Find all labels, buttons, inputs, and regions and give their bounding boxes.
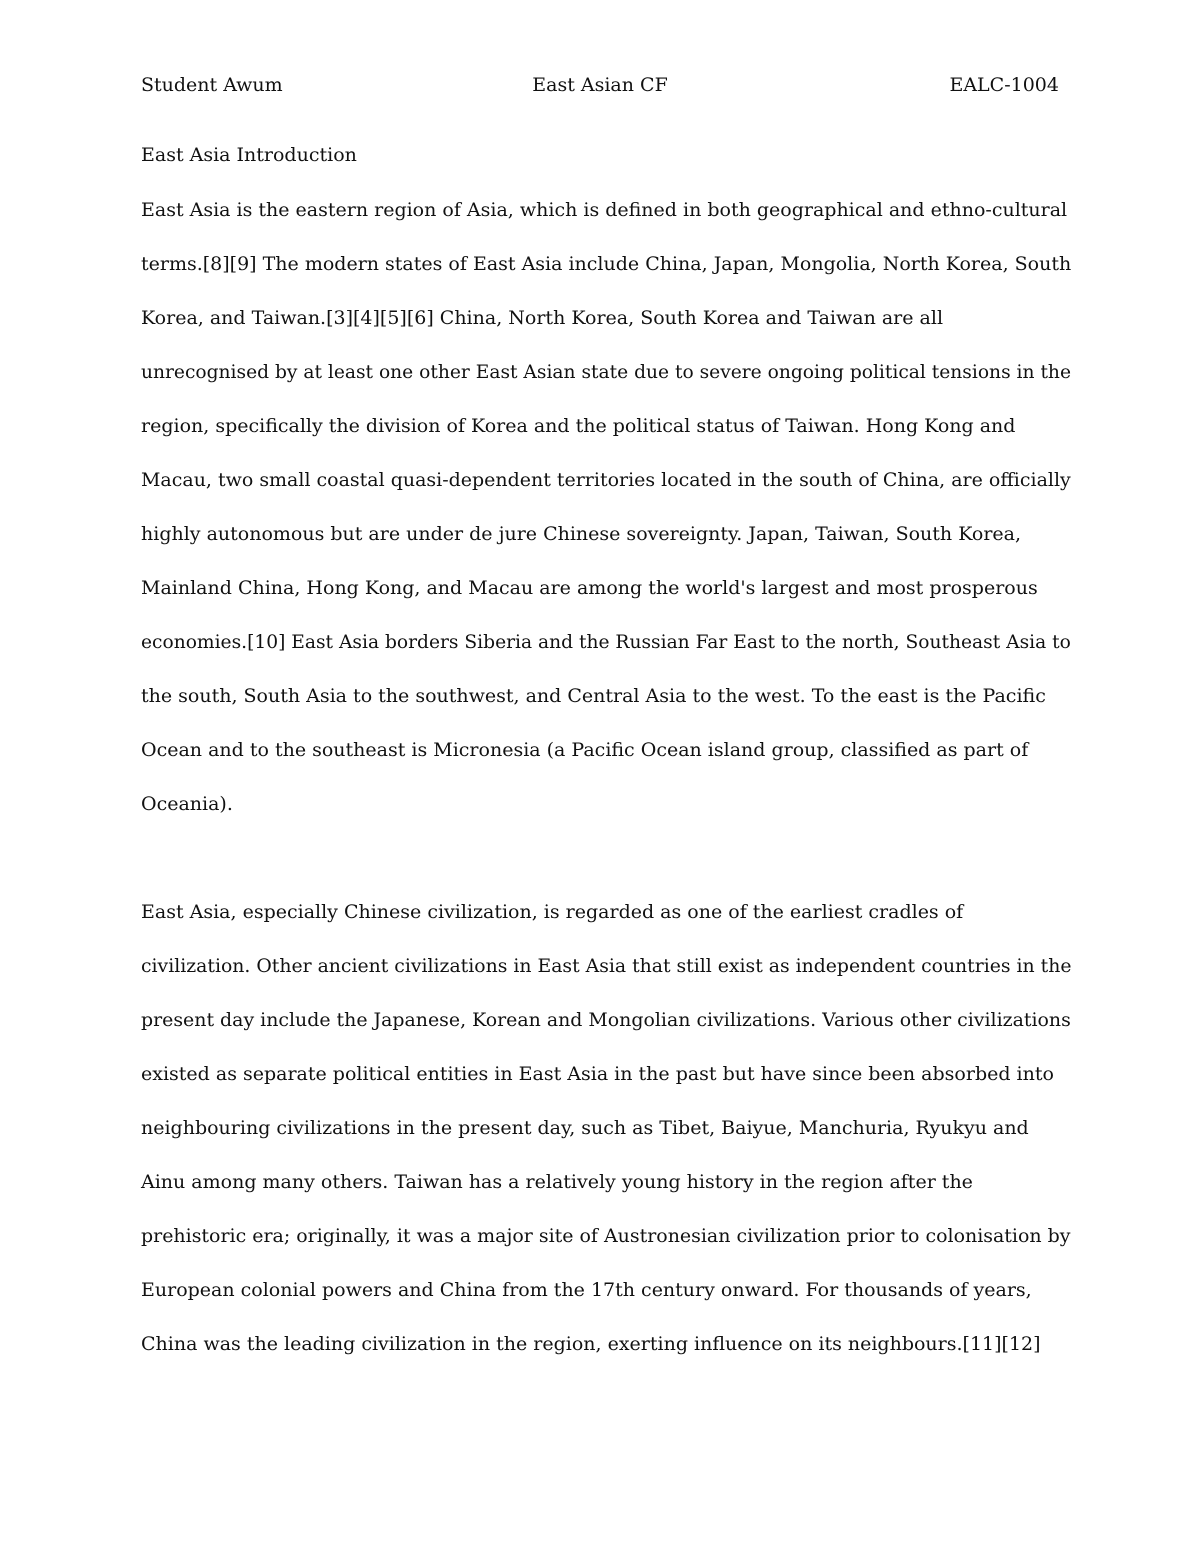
text-line: prehistoric era; originally, it was a major site of Austronesian civilization prior to colonisation by: [141, 1225, 1071, 1247]
text-line: Korea, and Taiwan.[3][4][5][6] China, North Korea, South Korea and Taiwan are all: [141, 307, 944, 329]
document-title: East Asia Introduction: [141, 144, 357, 166]
header-course-title: East Asian CF: [532, 74, 668, 96]
text-line: civilization. Other ancient civilizations in East Asia that still exist as independent countries in the: [141, 955, 1072, 977]
header-course-code: EALC-1004: [949, 74, 1059, 96]
text-line: East Asia is the eastern region of Asia, which is defined in both geographical and ethno-cultural: [141, 199, 1068, 221]
header-student-name: Student Awum: [141, 74, 283, 96]
text-line: economies.[10] East Asia borders Siberia and the Russian Far East to the north, Southeast Asia to: [141, 631, 1071, 653]
text-line: the south, South Asia to the southwest, and Central Asia to the west. To the east is the Pacific: [141, 685, 1046, 707]
text-line: Oceania).: [141, 793, 233, 815]
text-line: Ocean and to the southeast is Micronesia (a Pacific Ocean island group, classified as part of: [141, 739, 1029, 761]
text-line: region, specifically the division of Korea and the political status of Taiwan. Hong Kong and: [141, 415, 1016, 437]
text-line: present day include the Japanese, Korean and Mongolian civilizations. Various other civilizations: [141, 1009, 1071, 1031]
text-line: Mainland China, Hong Kong, and Macau are among the world's largest and most prosperous: [141, 577, 1038, 599]
text-line: terms.[8][9] The modern states of East Asia include China, Japan, Mongolia, North Korea, South: [141, 253, 1072, 275]
text-line: existed as separate political entities in East Asia in the past but have since been absorbed into: [141, 1063, 1054, 1085]
text-line: Ainu among many others. Taiwan has a relatively young history in the region after the: [141, 1171, 973, 1193]
text-line: East Asia, especially Chinese civilization, is regarded as one of the earliest cradles of: [141, 901, 964, 923]
text-line: unrecognised by at least one other East Asian state due to severe ongoing political tensions in the: [141, 361, 1071, 383]
text-line: neighbouring civilizations in the present day, such as Tibet, Baiyue, Manchuria, Ryukyu and: [141, 1117, 1029, 1139]
page-header: [141, 70, 1059, 100]
text-line: European colonial powers and China from the 17th century onward. For thousands of years,: [141, 1279, 1032, 1301]
text-line: China was the leading civilization in the region, exerting influence on its neighbours.[11][12]: [141, 1333, 1041, 1355]
text-line: Macau, two small coastal quasi-dependent territories located in the south of China, are officially: [141, 469, 1071, 491]
text-line: highly autonomous but are under de jure Chinese sovereignty. Japan, Taiwan, South Korea,: [141, 523, 1022, 545]
